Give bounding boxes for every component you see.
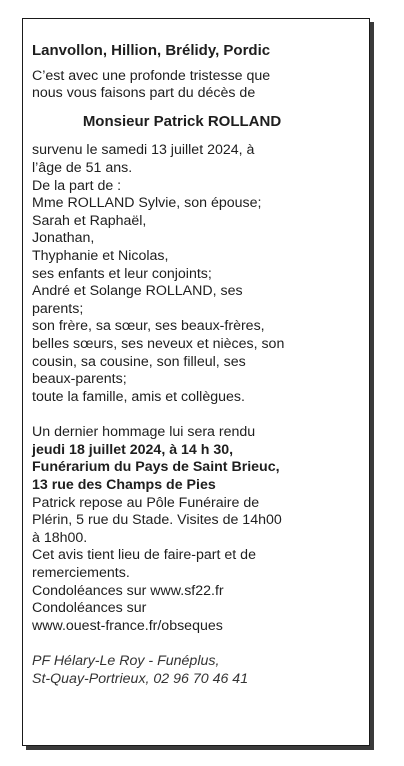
details-line: Patrick repose au Pôle Funéraire de xyxy=(32,494,260,511)
body-line: cousin, sa cousine, son filleul, ses xyxy=(32,353,246,370)
obituary-content xyxy=(32,42,332,689)
funeral-home-footer xyxy=(32,653,332,688)
locations-heading: Lanvollon, Hillion, Brélidy, Pordic xyxy=(32,42,271,59)
tribute-detail: Funérarium du Pays de Saint Brieuc, xyxy=(32,459,280,476)
spacer xyxy=(32,635,332,653)
body-line: De la part de : xyxy=(32,177,122,194)
tribute-detail: jeudi 18 juillet 2024, à 14 h 30, xyxy=(32,441,234,458)
details-line: www.ouest-france.fr/obseques xyxy=(32,617,223,634)
deceased-name: Monsieur Patrick ROLLAND xyxy=(82,112,282,130)
body-line: Jonathan, xyxy=(32,230,95,247)
details-line: Condoléances sur www.sf22.fr xyxy=(32,582,224,599)
body-line: l’âge de 51 ans. xyxy=(32,159,133,176)
details-line: à 18h00. xyxy=(32,529,88,546)
details-line: Cet avis tient lieu de faire-part et de xyxy=(32,547,256,564)
body-line: parents; xyxy=(32,300,84,317)
intro-line: C’est avec une profonde tristesse que xyxy=(32,67,271,84)
announcement-body xyxy=(32,142,332,406)
tribute-detail: 13 rue des Champs de Pies xyxy=(32,477,216,494)
body-line: toute la famille, amis et collègues. xyxy=(32,388,245,405)
spacer xyxy=(32,406,332,424)
body-line: André et Solange ROLLAND, ses xyxy=(32,283,243,300)
body-line: beaux-parents; xyxy=(32,371,127,388)
body-line: son frère, sa sœur, ses beaux-frères, xyxy=(32,318,265,335)
details-line: remerciements. xyxy=(32,565,130,582)
body-line: survenu le samedi 13 juillet 2024, à xyxy=(32,142,255,159)
body-line: belles sœurs, ses neveux et nièces, son xyxy=(32,335,285,352)
tribute-intro: Un dernier hommage lui sera rendu xyxy=(32,424,256,441)
body-line: Mme ROLLAND Sylvie, son épouse; xyxy=(32,195,262,212)
intro-line: nous vous faisons part du décès de xyxy=(32,85,256,102)
tribute-section xyxy=(32,424,332,494)
details-section xyxy=(32,495,332,636)
body-line: ses enfants et leur conjoints; xyxy=(32,265,212,282)
body-line: Sarah et Raphaël, xyxy=(32,212,147,229)
intro-text xyxy=(32,68,332,103)
body-line: Thyphanie et Nicolas, xyxy=(32,247,169,264)
footer-line: PF Hélary-Le Roy - Funéplus, xyxy=(32,653,220,670)
details-line: Plérin, 5 rue du Stade. Visites de 14h00 xyxy=(32,512,282,529)
details-line: Condoléances sur xyxy=(32,600,147,617)
footer-line: St-Quay-Portrieux, 02 96 70 46 41 xyxy=(32,671,249,687)
